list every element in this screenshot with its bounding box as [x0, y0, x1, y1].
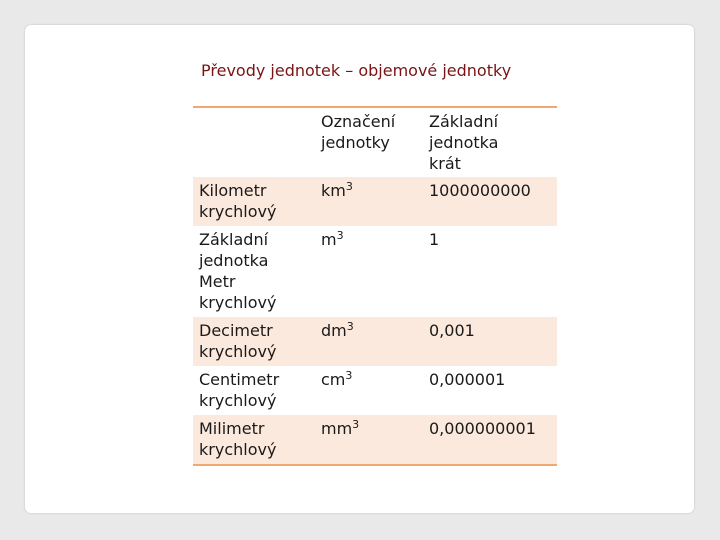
unit-factor-cell: 0,001 [421, 317, 557, 366]
unit-symbol: cm [321, 370, 346, 389]
unit-exponent: 3 [345, 180, 353, 193]
unit-factor-cell: 1 [429, 230, 440, 249]
table-row [193, 366, 557, 415]
unit-symbol-cell [305, 366, 421, 415]
unit-symbol: dm [321, 321, 347, 340]
unit-factor-cell: 0,000000001 [421, 415, 557, 465]
unit-exponent: 3 [345, 369, 353, 382]
unit-symbol: mm [321, 419, 353, 438]
table-header-row [193, 107, 557, 177]
unit-factor-cell: 0,000001 [429, 370, 506, 389]
unit-name-cell: Milimetr krychlový [193, 415, 305, 465]
unit-exponent: 3 [352, 418, 360, 431]
units-table [193, 106, 557, 466]
unit-factor-cell: 1000000000 [421, 177, 557, 226]
slide [25, 25, 694, 513]
table-row [193, 317, 557, 366]
header-cell-empty [193, 107, 305, 177]
header-cell-symbol: Označení jednotky [321, 112, 396, 152]
table-row [193, 177, 557, 226]
slide-title: Převody jednotek – objemové jednotky [201, 61, 512, 80]
unit-symbol-cell [305, 226, 421, 317]
unit-name-cell: Základní jednotka Metr krychlový [199, 230, 277, 312]
unit-symbol-cell [305, 415, 421, 465]
unit-exponent: 3 [336, 229, 344, 242]
unit-name-cell: Kilometr krychlový [193, 177, 305, 226]
unit-name-cell: Centimetr krychlový [199, 370, 280, 410]
unit-symbol: km [321, 181, 346, 200]
unit-symbol: m [321, 230, 337, 249]
unit-symbol-cell [305, 177, 421, 226]
unit-symbol-cell [305, 317, 421, 366]
unit-exponent: 3 [346, 320, 354, 333]
table-row [193, 415, 557, 465]
header-cell-factor: Základní jednotka krát [429, 112, 499, 173]
unit-name-cell: Decimetr krychlový [193, 317, 305, 366]
table-row [193, 226, 557, 317]
